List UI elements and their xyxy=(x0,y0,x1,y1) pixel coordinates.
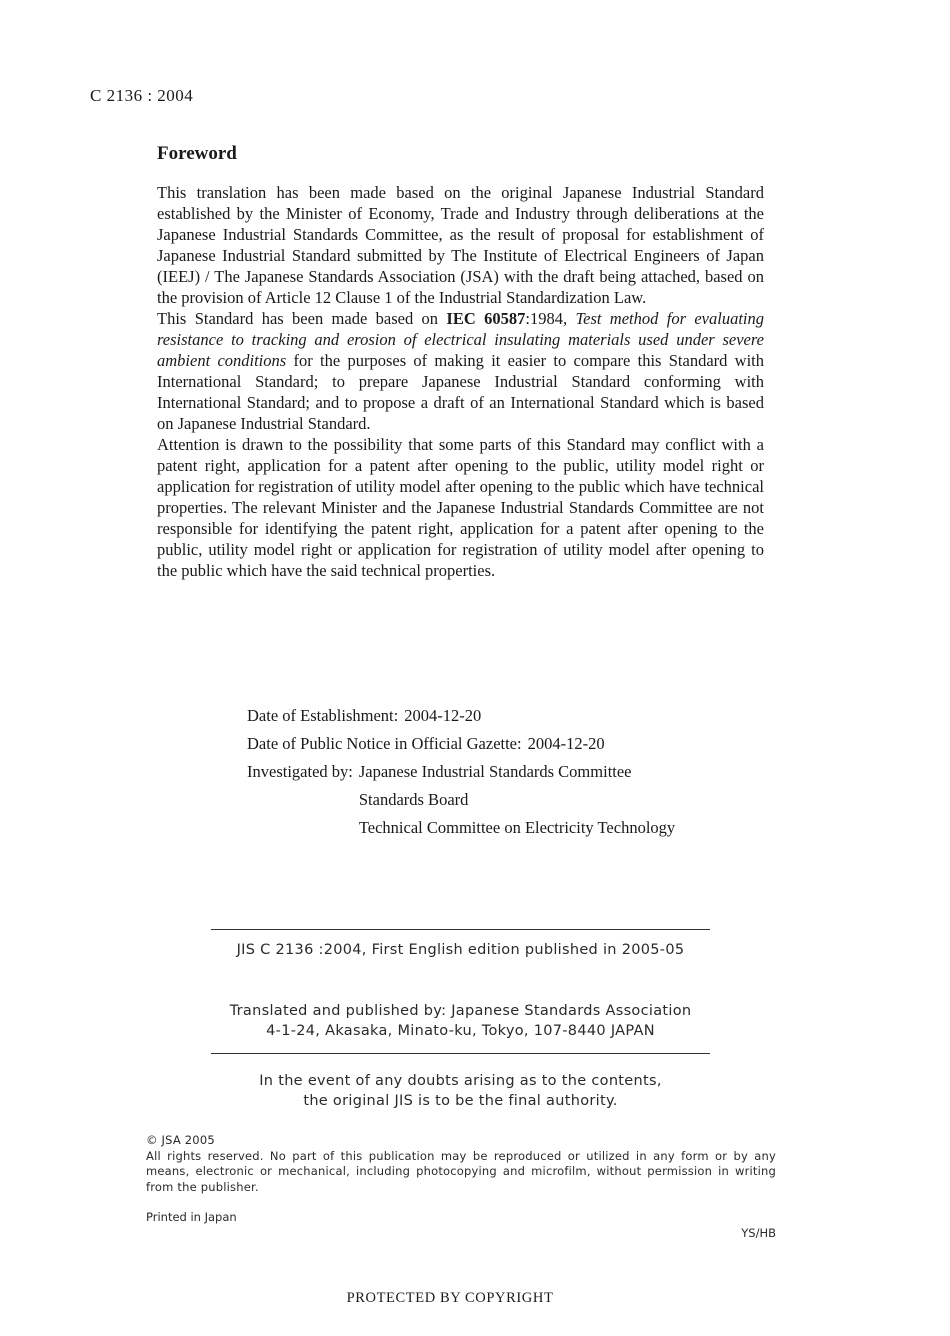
foreword-paragraph-2 xyxy=(157,308,764,434)
foreword-heading: Foreword xyxy=(157,143,237,164)
notice-date: 2004-12-20 xyxy=(527,734,605,753)
notice-row xyxy=(247,733,719,754)
protected-watermark: PROTECTED BY COPYRIGHT xyxy=(346,1290,554,1306)
foreword-paragraph-3: Attention is drawn to the possibility that some parts of this Standard may conflict with a patent right, application for a patent after opening to the public, utility model right or application for registration of utility model after opening to the public which have technical properties. The relevant Minister and the Japanese Industrial Standards Committee are not responsible for identifying the patent right, application for a patent after opening to the public, utility model right or application for registration of utility model after opening to the public which have the said technical properties. xyxy=(157,435,764,580)
establishment-row xyxy=(247,705,719,726)
document-id: C 2136 : 2004 xyxy=(90,86,194,105)
top-divider xyxy=(211,929,710,930)
translator-initials: YS/HB xyxy=(741,1226,776,1240)
copyright-block xyxy=(146,1133,776,1195)
authority-line-2: the original JIS is to be the final authority. xyxy=(303,1093,618,1109)
p2-suffix: for the purposes of making it easier to compare this Standard with International Standard; to prepare Japanese Industrial Standard conforming with International Standard; and to propose a draft of an International Standard which is based on Japanese Industrial Standard. xyxy=(157,351,764,433)
publisher-block xyxy=(211,1001,710,1041)
investigated-row xyxy=(247,761,719,845)
rights-statement: All rights reserved. No part of this publication may be reproduced or utilized in any form or by any means, electronic or mechanical, including photocopying and microfilm, without permission in writing from the publisher. xyxy=(146,1148,776,1194)
copyright-notice: © JSA 2005 xyxy=(146,1133,215,1147)
iec-title: Test method for evaluating resistance to tracking and erosion of electrical insulating materials used under severe ambient conditions xyxy=(157,309,764,370)
publisher-line-1: Translated and published by: Japanese Standards Association xyxy=(229,1003,692,1019)
iec-year: :1984, xyxy=(525,309,576,328)
edition-line: JIS C 2136 :2004, First English edition published in 2005-05 xyxy=(236,942,685,958)
p2-prefix: This Standard has been made based on xyxy=(157,309,447,328)
establishment-info xyxy=(247,705,719,852)
establishment-label: Date of Establishment: xyxy=(247,706,399,725)
investigated-list xyxy=(359,761,719,845)
printed-in: Printed in Japan xyxy=(146,1210,237,1224)
authority-line-1: In the event of any doubts arising as to the contents, xyxy=(259,1073,662,1089)
iec-reference: IEC 60587 xyxy=(446,309,526,328)
investigated-item: Standards Board xyxy=(358,790,469,809)
notice-label: Date of Public Notice in Official Gazette: xyxy=(247,734,522,753)
foreword-paragraph-1: This translation has been made based on the original Japanese Industrial Standard established by the Minister of Economy, Trade and Industry through deliberations at the Japanese Industrial Standards Committee, as the result of proposal for establishment of Japanese Industrial Standard submitted by The Institute of Electrical Engineers of Japan (IEEJ) / The Japanese Standards Association (JSA) with the draft being attached, based on the provision of Article 12 Clause 1 of the Industrial Standardization Law. xyxy=(157,183,764,307)
publisher-address: 4-1-24, Akasaka, Minato-ku, Tokyo, 107-8440 JAPAN xyxy=(266,1023,655,1039)
foreword-body xyxy=(157,182,764,581)
bottom-divider xyxy=(211,1053,710,1054)
authority-notice xyxy=(211,1071,710,1111)
establishment-date: 2004-12-20 xyxy=(404,706,482,725)
investigated-item: Technical Committee on Electricity Technology xyxy=(358,818,676,837)
investigated-item: Japanese Industrial Standards Committee xyxy=(358,762,632,781)
investigated-label: Investigated by: xyxy=(247,762,353,781)
